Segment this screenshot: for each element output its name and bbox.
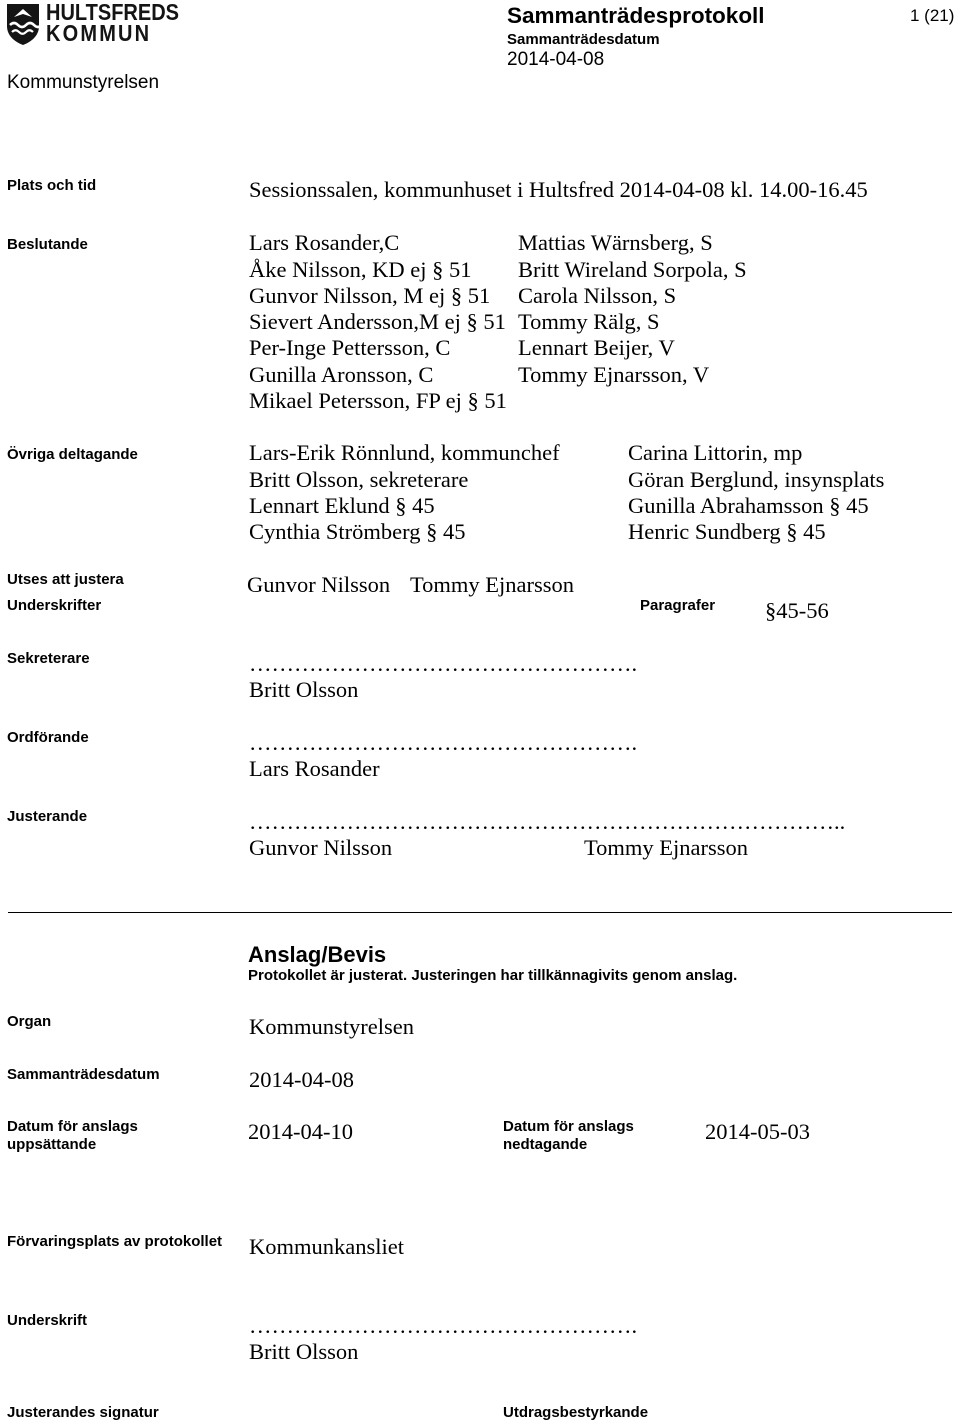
removal-date: 2014-05-03 <box>705 1119 810 1144</box>
page-number: 1 (21) <box>910 6 955 25</box>
deciding-member: Tommy Ejnarsson, V <box>518 362 710 387</box>
secretary-name: Britt Olsson <box>249 677 359 702</box>
storage-label: Förvaringsplats av protokollet <box>7 1233 223 1250</box>
posting-date: 2014-04-10 <box>248 1119 353 1144</box>
meeting-date-label: Sammanträdesdatum <box>507 31 660 48</box>
logo-text-line2: KOMMUN <box>46 20 152 46</box>
deciding-member: Mattias Wärnsberg, S <box>518 230 713 255</box>
signatures-label: Underskrifter <box>7 597 102 614</box>
place-time-label: Plats och tid <box>7 177 97 194</box>
notice-title: Anslag/Bevis <box>248 942 387 967</box>
deciding-member: Åke Nilsson, KD ej § 51 <box>249 257 472 282</box>
meeting-date: 2014-04-08 <box>507 49 605 70</box>
removal-date-label-line2: nedtagande <box>503 1136 588 1153</box>
secretary-signature-line: ……………………………………………. <box>249 651 638 676</box>
extract-certification-footer: Utdragsbestyrkande <box>503 1404 649 1421</box>
storage-value: Kommunkansliet <box>249 1234 404 1259</box>
deciding-member: Per-Inge Pettersson, C <box>249 335 451 360</box>
deciding-label: Beslutande <box>7 236 88 253</box>
deciding-member: Mikael Petersson, FP ej § 51 <box>249 388 507 413</box>
notice-statement: Protokollet är justerat. Justeringen har tillkännagivits genom anslag. <box>248 967 738 984</box>
other-participant: Lennart Eklund § 45 <box>249 493 435 518</box>
secretary-label: Sekreterare <box>7 650 90 667</box>
deciding-member: Sievert Andersson,M ej § 51 <box>249 309 506 334</box>
deciding-member: Gunvor Nilsson, M ej § 51 <box>249 283 491 308</box>
removal-date-label <box>503 1118 634 1154</box>
other-participant: Göran Berglund, insynsplats <box>628 467 885 492</box>
notice-meeting-date: 2014-04-08 <box>249 1067 354 1092</box>
deciding-member: Tommy Rälg, S <box>518 309 660 334</box>
document-title: Sammanträdesprotokoll <box>507 3 765 28</box>
adjusters-label: Utses att justera <box>7 571 124 588</box>
adjuster-signature-line: …………………………………………………………………….. <box>249 809 846 834</box>
other-participant: Henric Sundberg § 45 <box>628 519 826 544</box>
notice-meeting-date-label: Sammanträdesdatum <box>7 1066 160 1083</box>
signature-name: Britt Olsson <box>249 1339 359 1364</box>
posting-date-label-line2: uppsättande <box>7 1136 97 1153</box>
organ-label: Organ <box>7 1013 52 1030</box>
adjuster-name: Gunvor Nilsson <box>247 572 391 597</box>
chair-signature-line: ……………………………………………. <box>249 730 638 755</box>
adjuster-name: Tommy Ejnarsson <box>410 572 575 597</box>
paragraphs-label: Paragrafer <box>640 597 716 614</box>
section-divider <box>8 912 952 913</box>
other-participant: Carina Littorin, mp <box>628 440 803 465</box>
deciding-member: Carola Nilsson, S <box>518 283 677 308</box>
organ-value: Kommunstyrelsen <box>249 1014 414 1039</box>
removal-date-label-line1: Datum för anslags <box>503 1118 634 1135</box>
posting-date-label-line1: Datum för anslags <box>7 1118 138 1135</box>
other-participants-label: Övriga deltagande <box>7 446 138 463</box>
logo-text-line1: HULTSFREDS <box>46 0 180 25</box>
deciding-member: Lennart Beijer, V <box>518 335 675 360</box>
place-time-value: Sessionssalen, kommunhuset i Hultsfred 2014-04-08 kl. 14.00-16.45 <box>249 177 868 202</box>
other-participant: Gunilla Abrahamsson § 45 <box>628 493 869 518</box>
deciding-member: Gunilla Aronsson, C <box>249 362 434 387</box>
committee-name: Kommunstyrelsen <box>7 72 160 93</box>
posting-date-label <box>7 1118 138 1154</box>
paragraphs-value: §45-56 <box>765 598 829 623</box>
other-participant: Lars-Erik Rönnlund, kommunchef <box>249 440 560 465</box>
signature-label: Underskrift <box>7 1312 88 1329</box>
adjuster-signature-name: Gunvor Nilsson <box>249 835 393 860</box>
adjusters-signature-footer: Justerandes signatur <box>7 1404 159 1421</box>
chair-name: Lars Rosander <box>249 756 380 781</box>
signature-line: ……………………………………………. <box>249 1313 638 1338</box>
deciding-member: Lars Rosander,C <box>249 230 400 255</box>
deciding-member: Britt Wireland Sorpola, S <box>518 257 747 282</box>
municipal-crest-icon <box>5 2 41 46</box>
adjuster-signature-name: Tommy Ejnarsson <box>584 835 749 860</box>
chair-label: Ordförande <box>7 729 89 746</box>
other-participant: Britt Olsson, sekreterare <box>249 467 469 492</box>
other-participant: Cynthia Strömberg § 45 <box>249 519 466 544</box>
adjuster-signature-label: Justerande <box>7 808 88 825</box>
